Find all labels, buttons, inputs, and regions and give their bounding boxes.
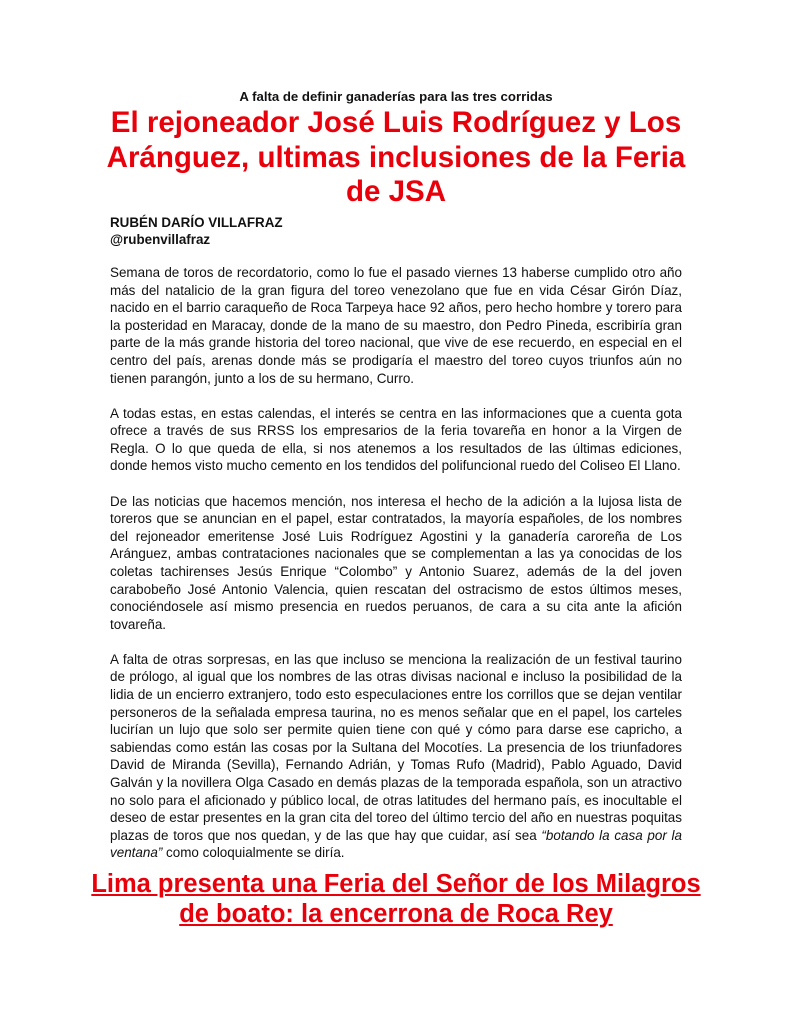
italic-quote: “botando la casa por la ventana”: [110, 827, 682, 861]
paragraph-text: A falta de otras sorpresas, en las que incluso se menciona la realización de un festival taurino de prólogo, al igual que los nombres de las otras divisas nacional e incluso la posibilidad de la lidia de un encierro extranjero, todo esto especulaciones entre los corrillos que se dejan ventilar personeros de la señalada empresa taurina, no es menos señalar que en el papel, los carteles lucirían un lujo que solo ser permite quien tiene con qué y cómo para darse ese capricho, a sabiendas como están las cosas por la Sultana del Mocotíes. La presencia de los triunfadores David de Miranda (Sevilla), Fernando Adrián, y Tomas Rufo (Madrid), Pablo Aguado, David Galván y la novillera Olga Casado en demás plazas de la temporada española, son un atractivo no solo para el aficionado y público local, de otras latitudes del hermano país, es inocultable el deseo de estar presentes en la gran cita del toreo del último tercio del año en nuestras poquitas plazas de toros que nos quedan, y de las que hay que cuidar, así sea: [110, 651, 682, 843]
author-name: RUBÉN DARÍO VILLAFRAZ: [110, 215, 283, 230]
next-article-headline-link[interactable]: Lima presenta una Feria del Señor de los Milagros de boato: la encerrona de Roca Rey: [91, 870, 701, 928]
paragraph: De las noticias que hacemos mención, nos interesa el hecho de la adición a la lujosa lista de toreros que se anuncian en el papel, estar contratados, la mayoría españoles, de los nombres del rejoneador emeritense José Luis Rodríguez Agostini y la ganadería caroreña de Los Aránguez, ambas contrataciones nacionales que se complementan a las ya conocidas de los coletas tachirenses Jesús Enrique “Colombo” y Antonio Suarez, además de la del joven carabobeño José Antonio Valencia, quien rescatan del ostracismo de estos últimos meses, conociéndosele así mismo presencia en ruedos peruanos, de cara a su cita ante la afición tovareña.: [110, 493, 682, 632]
article-headline: El rejoneador José Luis Rodríguez y Los Aránguez, ultimas inclusiones de la Feria de JSA: [106, 106, 686, 208]
article-kicker: A falta de definir ganaderías para las tres corridas: [239, 89, 553, 104]
article-body: [110, 264, 682, 879]
paragraph: A todas estas, en estas calendas, el interés se centra en las informaciones que a cuenta gota ofrece a través de sus RRSS los empresarios de la feria tovareña en honor a la Virgen de Regla. O lo que queda de ella, si nos atenemos a los resultados de las últimas ediciones, donde hemos visto mucho cemento en los tendidos del polifuncional ruedo del Coliseo El Llano.: [110, 405, 682, 474]
paragraph-text: como coloquialmente se diría.: [162, 845, 345, 861]
paragraph: [110, 651, 682, 862]
byline: [110, 214, 682, 248]
paragraph: Semana de toros de recordatorio, como lo fue el pasado viernes 13 haberse cumplido otro año más del natalicio de la gran figura del toreo venezolano que fue en vida César Girón Díaz, nacido en el barrio caraqueño de Roca Tarpeya hace 92 años, pero hecho hombre y torero para la posteridad en Maracay, donde de la mano de su maestro, don Pedro Pineda, escribiría gran parte de la más grande historia del toreo nacional, que vive de ese recuerdo, en especial en el centro del país, arenas donde más se prodigaría el maestro del toreo cuyos triunfos aún no tienen parangón, junto a los de su hermano, Curro.: [110, 265, 682, 386]
author-handle: @rubenvillafraz: [110, 232, 211, 247]
